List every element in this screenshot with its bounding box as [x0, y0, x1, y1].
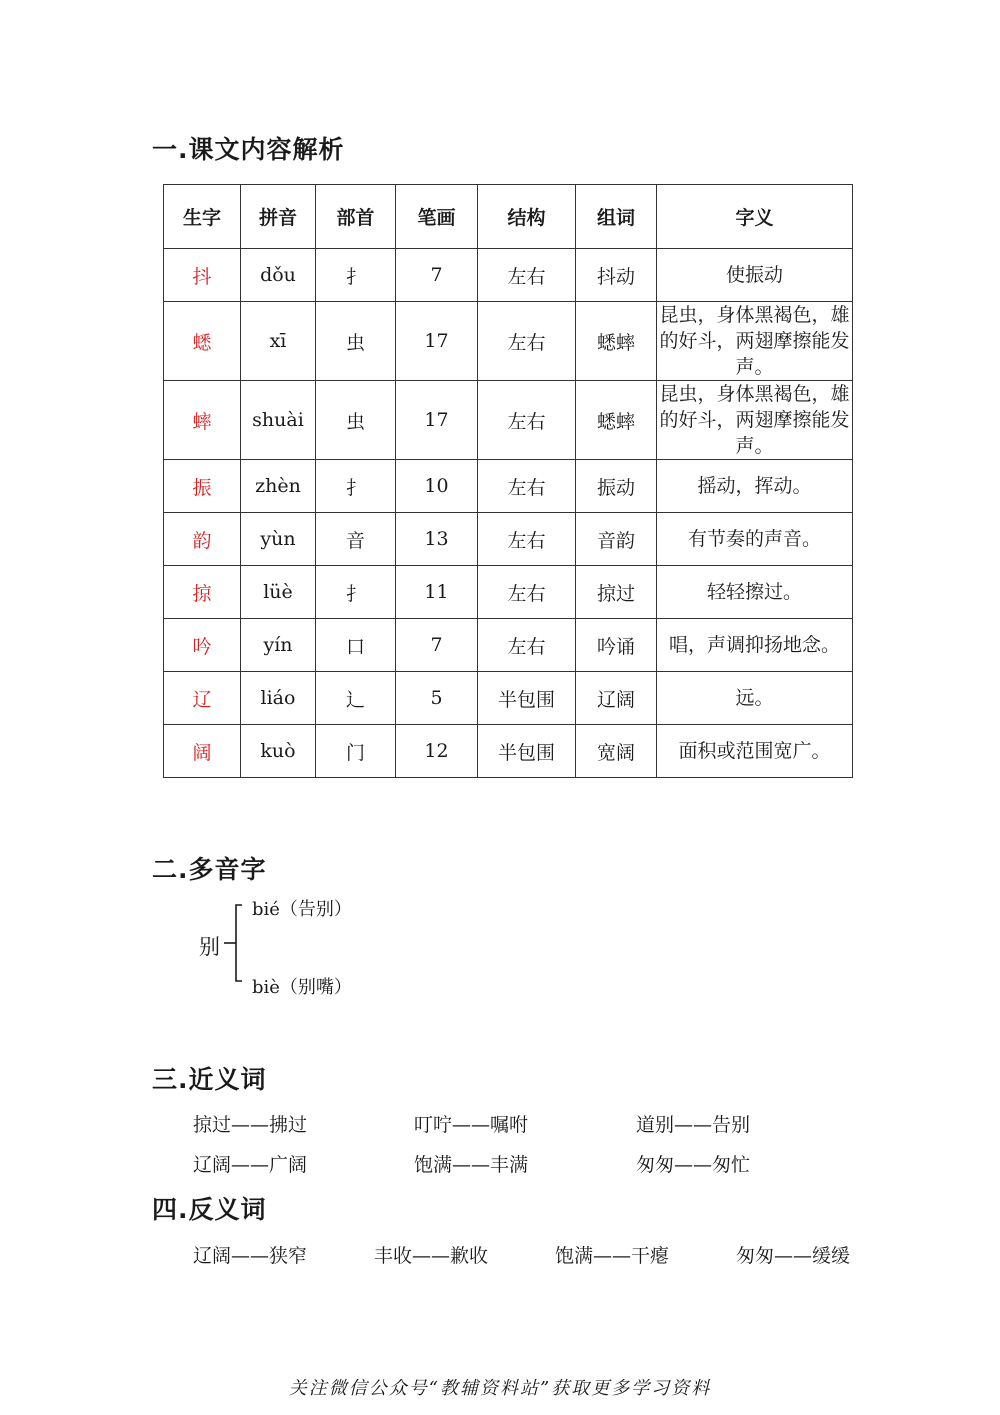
row-radical: 扌 — [316, 566, 396, 619]
antonym-pair: 丰收——歉收 — [374, 1245, 489, 1267]
row-pinyin: kuò — [241, 725, 316, 778]
row-meaning: 使振动 — [657, 249, 853, 302]
synonym-pair: 叮咛——嘱咐 — [414, 1114, 529, 1136]
row-strokes: 5 — [396, 672, 478, 725]
row-char: 韵 — [164, 513, 241, 566]
row-structure: 左右 — [478, 566, 576, 619]
row-pinyin: liáo — [241, 672, 316, 725]
table-row — [164, 381, 853, 460]
row-meaning: 摇动，挥动。 — [657, 460, 853, 513]
section-title-synonyms: 三.近义词 — [152, 1065, 267, 1094]
row-pinyin: yín — [241, 619, 316, 672]
table-row — [164, 460, 853, 513]
header-word: 组词 — [576, 185, 657, 249]
row-pinyin: lüè — [241, 566, 316, 619]
polyphone-char: 别 — [199, 935, 220, 959]
table-row — [164, 249, 853, 302]
row-word: 吟诵 — [576, 619, 657, 672]
row-pinyin: shuài — [241, 381, 316, 460]
row-structure: 左右 — [478, 460, 576, 513]
header-pinyin: 拼音 — [241, 185, 316, 249]
row-word: 振动 — [576, 460, 657, 513]
bracket-icon — [218, 903, 252, 987]
row-strokes: 7 — [396, 249, 478, 302]
row-structure: 左右 — [478, 513, 576, 566]
table-row — [164, 513, 853, 566]
row-strokes: 7 — [396, 619, 478, 672]
section-title-antonyms: 四.反义词 — [152, 1195, 267, 1224]
table-row — [164, 566, 853, 619]
row-meaning: 昆虫，身体黑褐色，雄的好斗，两翅摩擦能发声。 — [657, 302, 853, 381]
row-char: 掠 — [164, 566, 241, 619]
row-strokes: 12 — [396, 725, 478, 778]
table-row — [164, 725, 853, 778]
row-radical: 音 — [316, 513, 396, 566]
row-structure: 左右 — [478, 302, 576, 381]
header-radical: 部首 — [316, 185, 396, 249]
row-meaning: 轻轻擦过。 — [657, 566, 853, 619]
row-char: 蟀 — [164, 381, 241, 460]
row-word: 音韵 — [576, 513, 657, 566]
polyphone-reading-2: biè（别嘴） — [252, 977, 352, 998]
row-char: 吟 — [164, 619, 241, 672]
row-pinyin: xī — [241, 302, 316, 381]
row-word: 掠过 — [576, 566, 657, 619]
table-row — [164, 302, 853, 381]
header-strokes: 笔画 — [396, 185, 478, 249]
row-word: 抖动 — [576, 249, 657, 302]
row-pinyin: yùn — [241, 513, 316, 566]
synonym-pair: 匆匆——匆忙 — [636, 1154, 751, 1176]
row-structure: 半包围 — [478, 672, 576, 725]
row-char: 抖 — [164, 249, 241, 302]
row-structure: 半包围 — [478, 725, 576, 778]
row-meaning: 昆虫，身体黑褐色，雄的好斗，两翅摩擦能发声。 — [657, 381, 853, 460]
row-char: 阔 — [164, 725, 241, 778]
row-char: 振 — [164, 460, 241, 513]
row-strokes: 11 — [396, 566, 478, 619]
row-char: 蟋 — [164, 302, 241, 381]
row-structure: 左右 — [478, 619, 576, 672]
synonym-pair: 掠过——拂过 — [193, 1114, 308, 1136]
table-header-row — [164, 185, 853, 249]
antonym-pair: 辽阔——狭窄 — [193, 1245, 308, 1267]
row-strokes: 17 — [396, 302, 478, 381]
synonym-pair: 饱满——丰满 — [414, 1154, 529, 1176]
row-word: 蟋蟀 — [576, 381, 657, 460]
row-pinyin: dǒu — [241, 249, 316, 302]
antonym-pair: 饱满——干瘪 — [555, 1245, 670, 1267]
polyphone-diagram — [196, 895, 396, 998]
header-char: 生字 — [164, 185, 241, 249]
synonym-pair: 辽阔——广阔 — [193, 1154, 308, 1176]
section-title-polyphone: 二.多音字 — [152, 855, 267, 884]
row-pinyin: zhèn — [241, 460, 316, 513]
footer-note: 关注微信公众号“教辅资料站”获取更多学习资料 — [288, 1378, 712, 1399]
row-strokes: 17 — [396, 381, 478, 460]
table-row — [164, 619, 853, 672]
row-structure: 左右 — [478, 249, 576, 302]
row-radical: 门 — [316, 725, 396, 778]
row-strokes: 10 — [396, 460, 478, 513]
row-word: 蟋蟀 — [576, 302, 657, 381]
row-meaning: 远。 — [657, 672, 853, 725]
row-char: 辽 — [164, 672, 241, 725]
vocab-table — [163, 184, 853, 778]
section-title-analysis: 一.课文内容解析 — [152, 135, 345, 164]
table-row — [164, 672, 853, 725]
row-radical: 扌 — [316, 460, 396, 513]
row-radical: 口 — [316, 619, 396, 672]
row-radical: 虫 — [316, 302, 396, 381]
header-meaning: 字义 — [657, 185, 853, 249]
header-structure: 结构 — [478, 185, 576, 249]
row-word: 宽阔 — [576, 725, 657, 778]
row-word: 辽阔 — [576, 672, 657, 725]
row-meaning: 唱，声调抑扬地念。 — [657, 619, 853, 672]
row-structure: 左右 — [478, 381, 576, 460]
row-strokes: 13 — [396, 513, 478, 566]
antonym-pair: 匆匆——缓缓 — [736, 1245, 851, 1267]
row-radical: 辶 — [316, 672, 396, 725]
row-meaning: 面积或范围宽广。 — [657, 725, 853, 778]
row-meaning: 有节奏的声音。 — [657, 513, 853, 566]
row-radical: 扌 — [316, 249, 396, 302]
row-radical: 虫 — [316, 381, 396, 460]
polyphone-reading-1: bié（告别） — [252, 899, 352, 920]
synonym-pair: 道别——告别 — [636, 1114, 751, 1136]
